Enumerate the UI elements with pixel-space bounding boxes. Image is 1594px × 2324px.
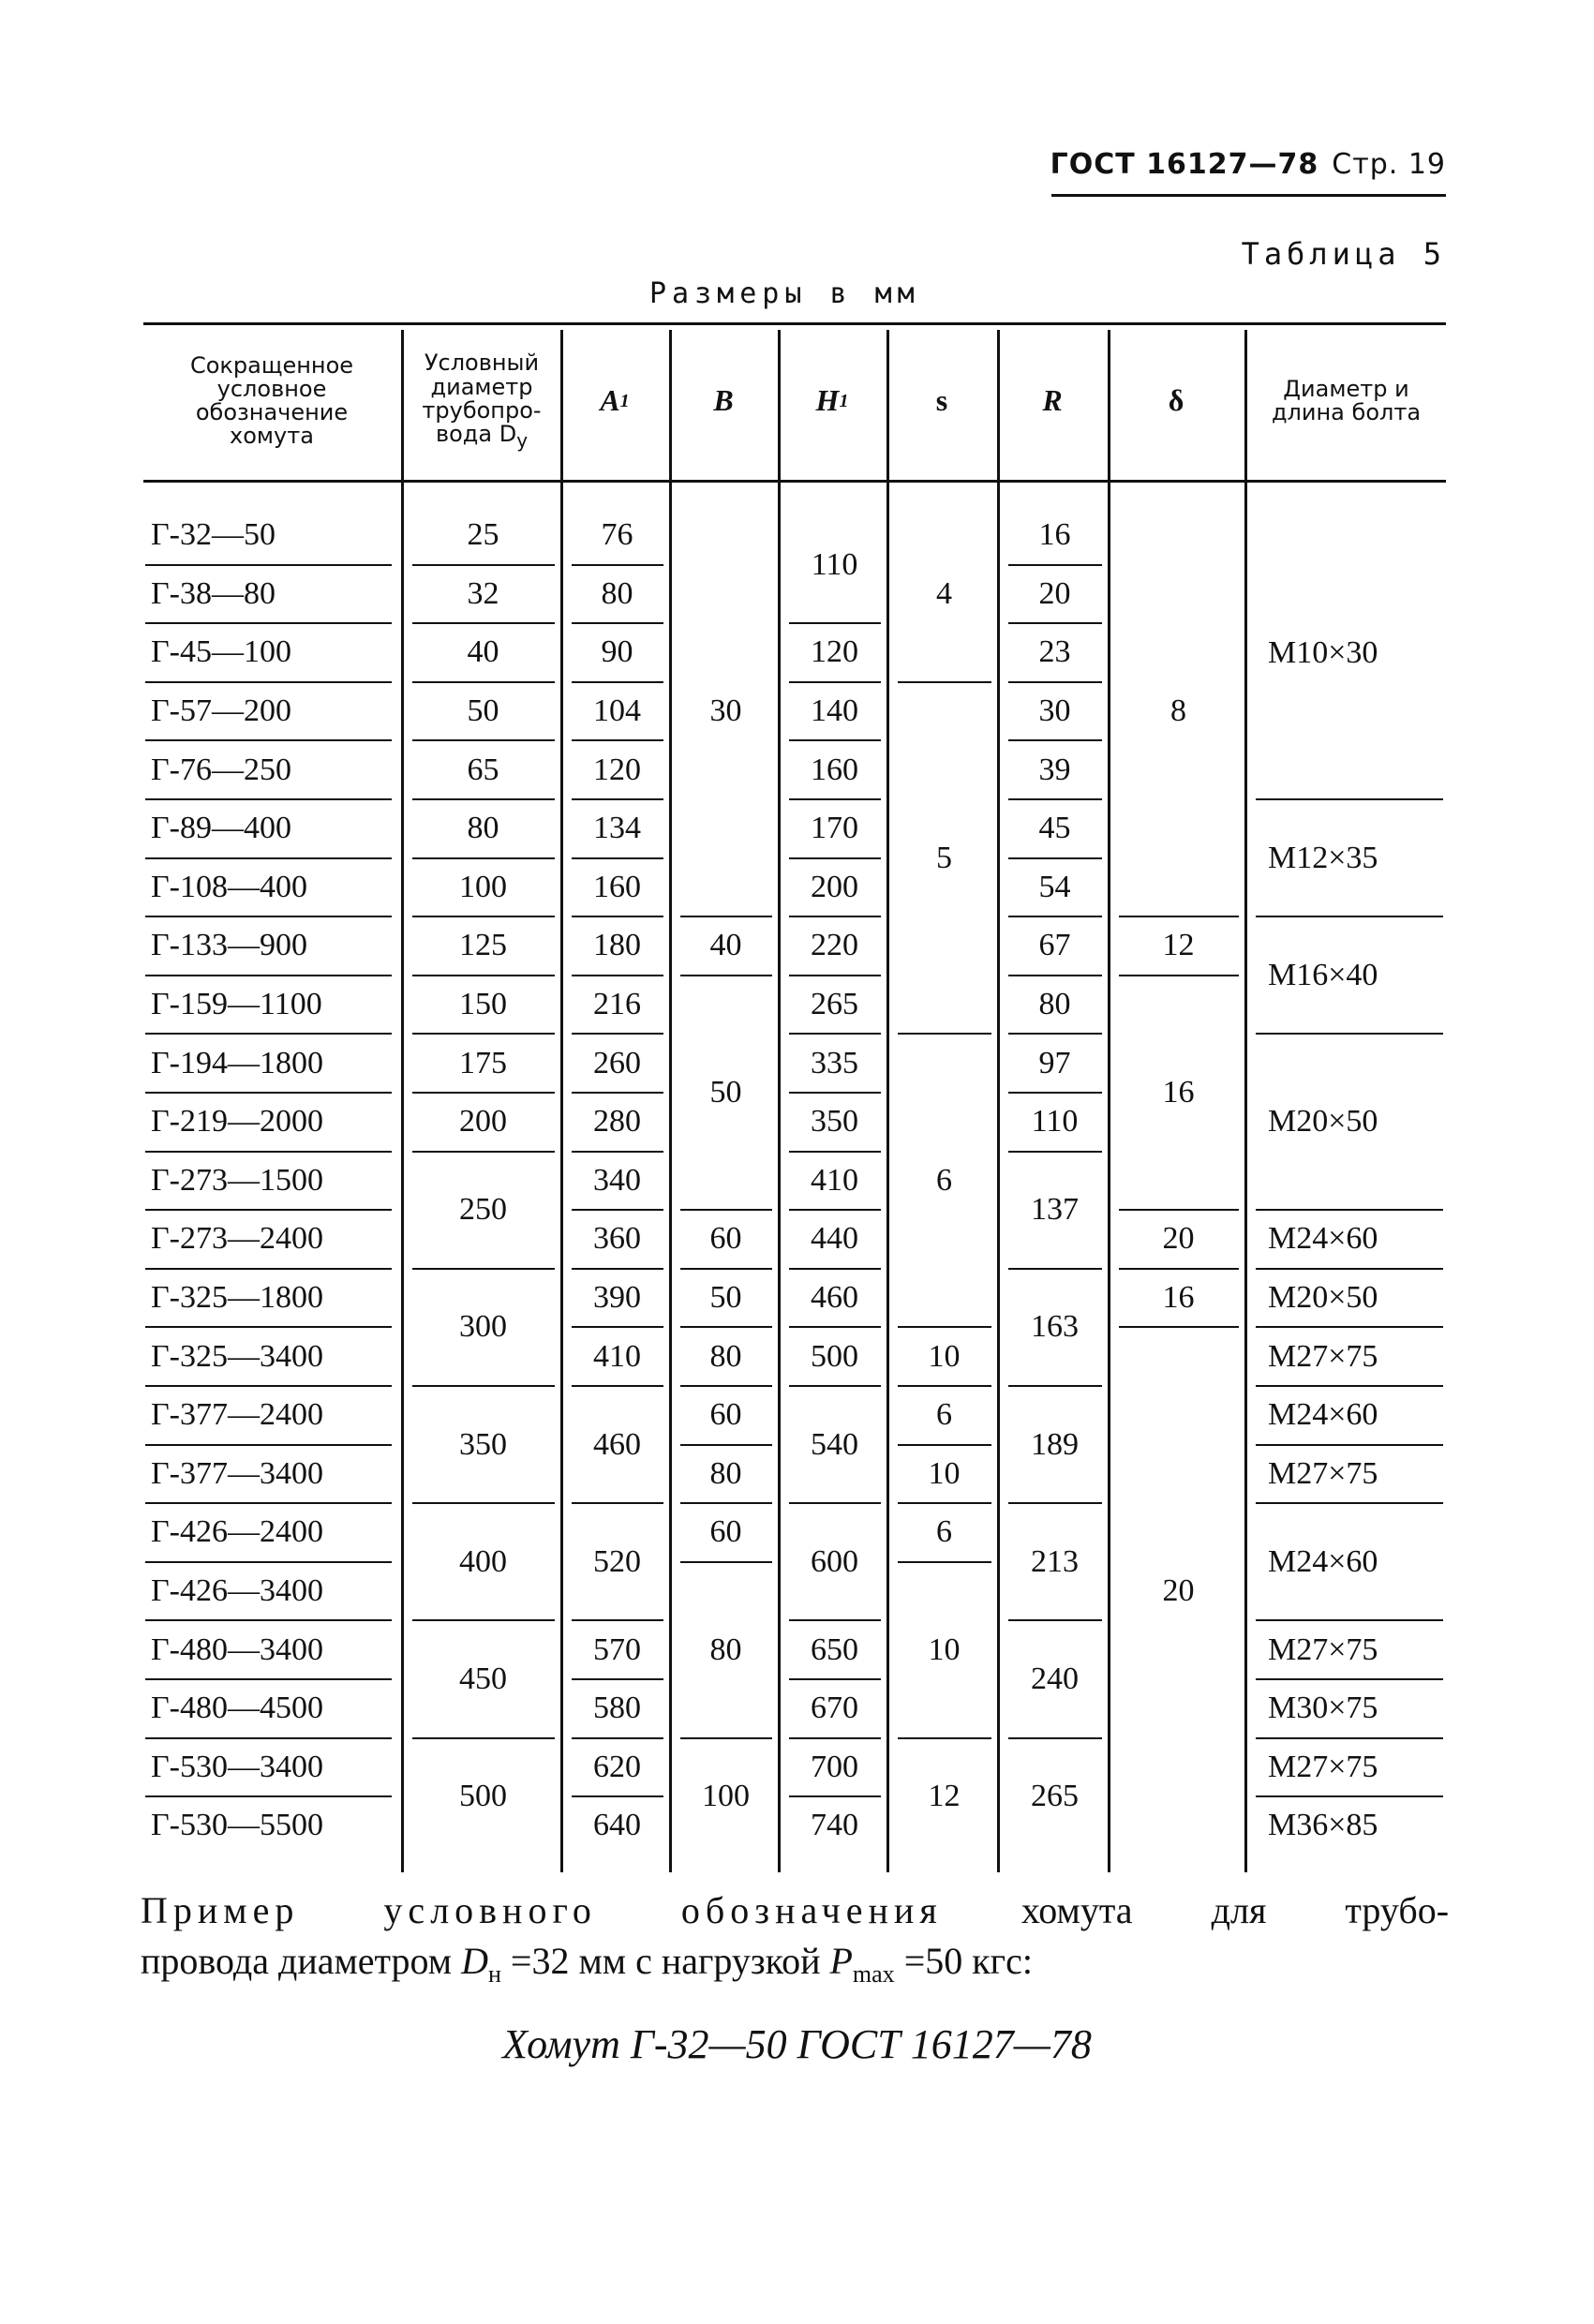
h1-cell: 200 bbox=[811, 869, 858, 904]
delta-cell: 20 bbox=[1162, 1573, 1195, 1609]
designation-cell: Г-57—200 bbox=[151, 693, 291, 729]
bolt-cell: M27×75 bbox=[1268, 1455, 1378, 1491]
units-note: Размеры в мм bbox=[649, 277, 920, 310]
b-cell: 80 bbox=[709, 1631, 742, 1667]
h1-cell: 170 bbox=[811, 811, 858, 846]
header-designation bbox=[145, 349, 398, 454]
a1-cell: 104 bbox=[593, 693, 641, 729]
h1-cell: 220 bbox=[811, 928, 858, 963]
header-nominal-diameter bbox=[403, 349, 560, 454]
load-subscript: max bbox=[852, 1960, 895, 1988]
header-r-symbol: R bbox=[1042, 383, 1063, 418]
r-cell: 45 bbox=[1038, 811, 1071, 846]
s-cell: 10 bbox=[928, 1455, 961, 1491]
bolt-cell: M27×75 bbox=[1268, 1631, 1378, 1667]
column-divider bbox=[560, 330, 563, 1872]
header-dn-line bbox=[422, 420, 541, 452]
h1-cell: 440 bbox=[811, 1221, 858, 1257]
b-cell: 60 bbox=[709, 1514, 742, 1550]
s-cell: 6 bbox=[936, 1514, 952, 1550]
h1-cell: 500 bbox=[811, 1338, 858, 1374]
a1-cell: 390 bbox=[593, 1280, 641, 1316]
r-cell: 30 bbox=[1038, 693, 1071, 729]
bolt-cell: M20×50 bbox=[1268, 1280, 1378, 1316]
h1-cell: 335 bbox=[811, 1045, 858, 1080]
dn-cell: 80 bbox=[467, 811, 499, 846]
designation-cell: Г-480—3400 bbox=[151, 1631, 323, 1667]
dn-cell: 500 bbox=[459, 1779, 507, 1814]
dn-cell: 300 bbox=[459, 1309, 507, 1345]
designation-cell: Г-377—2400 bbox=[151, 1397, 323, 1433]
dn-cell: 125 bbox=[459, 928, 507, 963]
dn-cell: 200 bbox=[459, 1104, 507, 1140]
a1-cell: 410 bbox=[593, 1338, 641, 1374]
b-cell: 30 bbox=[709, 693, 742, 729]
header-dn-line: Условный bbox=[424, 350, 540, 377]
r-cell: 16 bbox=[1038, 517, 1071, 553]
h1-cell: 410 bbox=[811, 1162, 858, 1198]
dn-cell: 50 bbox=[467, 693, 499, 729]
header-delta-symbol: δ bbox=[1168, 383, 1184, 418]
b-cell: 60 bbox=[709, 1221, 742, 1257]
column-divider bbox=[997, 330, 1000, 1872]
example-line-2 bbox=[141, 1936, 1449, 2000]
column-divider bbox=[1244, 330, 1247, 1872]
designation-cell: Г-480—4500 bbox=[151, 1691, 323, 1726]
designation-cell: Г-32—50 bbox=[151, 517, 276, 553]
r-cell: 240 bbox=[1031, 1661, 1079, 1696]
dn-cell: 150 bbox=[459, 987, 507, 1022]
header-dn-line: диаметр bbox=[430, 373, 533, 400]
example-text: =50 кгс: bbox=[903, 1940, 1033, 1982]
header-h1-subscript: 1 bbox=[839, 390, 849, 411]
h1-cell: 650 bbox=[811, 1631, 858, 1667]
header-r bbox=[999, 349, 1106, 454]
designation-cell: Г-273—2400 bbox=[151, 1221, 323, 1257]
h1-cell: 350 bbox=[811, 1104, 858, 1140]
h1-cell: 670 bbox=[811, 1691, 858, 1726]
delta-cell: 20 bbox=[1162, 1221, 1195, 1257]
header-rule bbox=[1051, 194, 1446, 197]
designation-cell: Г-426—2400 bbox=[151, 1514, 323, 1550]
r-cell: 110 bbox=[1031, 1104, 1079, 1140]
delta-cell: 8 bbox=[1170, 693, 1186, 729]
r-cell: 137 bbox=[1031, 1192, 1079, 1228]
header-designation-line: условное bbox=[216, 375, 327, 402]
a1-cell: 80 bbox=[601, 575, 633, 611]
column-divider bbox=[1108, 330, 1110, 1872]
column-divider bbox=[886, 330, 889, 1872]
delta-cell: 16 bbox=[1162, 1280, 1195, 1316]
header-s-symbol: s bbox=[935, 383, 948, 418]
column-divider bbox=[669, 330, 672, 1872]
outer-diameter-symbol: D bbox=[461, 1940, 488, 1982]
a1-cell: 120 bbox=[593, 752, 641, 787]
b-cell: 100 bbox=[702, 1779, 750, 1814]
a1-cell: 360 bbox=[593, 1221, 641, 1257]
h1-cell: 140 bbox=[811, 693, 858, 729]
a1-cell: 160 bbox=[593, 869, 641, 904]
bolt-cell: M24×60 bbox=[1268, 1543, 1378, 1579]
r-cell: 67 bbox=[1038, 928, 1071, 963]
designation-cell: Г-76—250 bbox=[151, 752, 291, 787]
h1-cell: 740 bbox=[811, 1808, 858, 1843]
header-designation-line: Сокращенное bbox=[189, 351, 354, 379]
page-number: Стр. 19 bbox=[1332, 148, 1446, 181]
header-bolt-line: длина болта bbox=[1271, 399, 1422, 425]
a1-cell: 216 bbox=[593, 987, 641, 1022]
r-cell: 54 bbox=[1038, 869, 1071, 904]
a1-cell: 134 bbox=[593, 811, 641, 846]
bolt-cell: M12×35 bbox=[1268, 840, 1378, 875]
column-divider bbox=[401, 330, 404, 1872]
designation-cell: Г-377—3400 bbox=[151, 1455, 323, 1491]
dn-cell: 400 bbox=[459, 1543, 507, 1579]
designation-cell: Г-426—3400 bbox=[151, 1573, 323, 1609]
header-s bbox=[888, 349, 995, 454]
table-header-rule bbox=[143, 480, 1446, 483]
header-a1-subscript: 1 bbox=[619, 390, 630, 411]
header-b bbox=[671, 349, 776, 454]
header-dn-subscript: у bbox=[516, 428, 529, 452]
s-cell: 5 bbox=[936, 840, 952, 875]
bolt-cell: M36×85 bbox=[1268, 1808, 1378, 1843]
s-cell: 6 bbox=[936, 1397, 952, 1433]
designation-cell: Г-38—80 bbox=[151, 575, 276, 611]
h1-cell: 700 bbox=[811, 1749, 858, 1784]
dn-cell: 250 bbox=[459, 1192, 507, 1228]
a1-cell: 580 bbox=[593, 1691, 641, 1726]
header-bolt-line: Диаметр и bbox=[1283, 375, 1409, 402]
table-top-rule bbox=[143, 322, 1446, 325]
header-bolt bbox=[1246, 349, 1446, 454]
r-cell: 20 bbox=[1038, 575, 1071, 611]
column-divider bbox=[778, 330, 781, 1872]
bolt-cell: M20×50 bbox=[1268, 1104, 1378, 1140]
designation-cell: Г-273—1500 bbox=[151, 1162, 323, 1198]
h1-cell: 110 bbox=[811, 546, 858, 582]
example-text: хомута для трубо- bbox=[1020, 1889, 1450, 1931]
example-text: провода диаметром bbox=[141, 1940, 453, 1982]
h1-cell: 160 bbox=[811, 752, 858, 787]
outer-diameter-subscript: н bbox=[487, 1960, 501, 1988]
s-cell: 10 bbox=[928, 1631, 961, 1667]
r-cell: 80 bbox=[1038, 987, 1071, 1022]
designation-cell: Г-159—1100 bbox=[151, 987, 322, 1022]
dn-cell: 25 bbox=[467, 517, 499, 553]
designation-cell: Г-45—100 bbox=[151, 634, 291, 670]
example-line-1 bbox=[141, 1885, 1449, 1936]
r-cell: 265 bbox=[1031, 1779, 1079, 1814]
bolt-cell: M16×40 bbox=[1268, 957, 1378, 992]
standard-number: ГОСТ 16127—78 bbox=[1050, 148, 1319, 181]
h1-cell: 540 bbox=[811, 1426, 858, 1462]
header-designation-line: хомута bbox=[230, 423, 314, 450]
b-cell: 80 bbox=[709, 1338, 742, 1374]
a1-cell: 570 bbox=[593, 1631, 641, 1667]
a1-cell: 90 bbox=[601, 634, 633, 670]
bolt-cell: M24×60 bbox=[1268, 1221, 1378, 1257]
delta-cell: 16 bbox=[1162, 1074, 1195, 1110]
bolt-cell: M30×75 bbox=[1268, 1691, 1378, 1726]
dn-cell: 65 bbox=[467, 752, 499, 787]
header-designation-line: обозначение bbox=[195, 399, 349, 425]
bolt-cell: M24×60 bbox=[1268, 1397, 1378, 1433]
h1-cell: 120 bbox=[811, 634, 858, 670]
header-delta bbox=[1110, 349, 1243, 454]
load-symbol: P bbox=[829, 1940, 853, 1982]
page-header bbox=[1050, 148, 1446, 181]
designation-cell: Г-325—1800 bbox=[151, 1280, 323, 1316]
header-h1-symbol: H bbox=[815, 383, 840, 418]
r-cell: 23 bbox=[1038, 634, 1071, 670]
r-cell: 213 bbox=[1031, 1543, 1079, 1579]
a1-cell: 76 bbox=[601, 517, 633, 553]
designation-cell: Г-219—2000 bbox=[151, 1104, 323, 1140]
h1-cell: 265 bbox=[811, 987, 858, 1022]
designation-cell: Г-133—900 bbox=[151, 928, 307, 963]
b-cell: 50 bbox=[709, 1280, 742, 1316]
a1-cell: 180 bbox=[593, 928, 641, 963]
b-cell: 60 bbox=[709, 1397, 742, 1433]
designation-cell: Г-108—400 bbox=[151, 869, 307, 904]
a1-cell: 280 bbox=[593, 1104, 641, 1140]
b-cell: 50 bbox=[709, 1074, 742, 1110]
r-cell: 163 bbox=[1031, 1309, 1079, 1345]
designation-cell: Г-194—1800 bbox=[151, 1045, 323, 1080]
h1-cell: 460 bbox=[811, 1280, 858, 1316]
dn-cell: 100 bbox=[459, 869, 507, 904]
r-cell: 39 bbox=[1038, 752, 1071, 787]
a1-cell: 640 bbox=[593, 1808, 641, 1843]
a1-cell: 520 bbox=[593, 1543, 641, 1579]
b-cell: 40 bbox=[709, 928, 742, 963]
a1-cell: 460 bbox=[593, 1426, 641, 1462]
header-b-symbol: B bbox=[713, 383, 734, 418]
delta-cell: 12 bbox=[1162, 928, 1195, 963]
s-cell: 12 bbox=[928, 1779, 961, 1814]
a1-cell: 260 bbox=[593, 1045, 641, 1080]
designation-cell: Г-89—400 bbox=[151, 811, 291, 846]
dn-cell: 40 bbox=[467, 634, 499, 670]
example-designation: Хомут Г-32—50 ГОСТ 16127—78 bbox=[502, 2021, 1092, 2067]
example-text: =32 мм с нагрузкой bbox=[510, 1940, 821, 1982]
s-cell: 10 bbox=[928, 1338, 961, 1374]
header-dn-symbol: вода D bbox=[435, 420, 517, 447]
h1-cell: 600 bbox=[811, 1543, 858, 1579]
header-dn-line: трубопро- bbox=[422, 396, 542, 424]
s-cell: 4 bbox=[936, 575, 952, 611]
bolt-cell: M10×30 bbox=[1268, 634, 1378, 670]
dn-cell: 175 bbox=[459, 1045, 507, 1080]
r-cell: 97 bbox=[1038, 1045, 1071, 1080]
header-a1 bbox=[562, 349, 667, 454]
r-cell: 189 bbox=[1031, 1426, 1079, 1462]
s-cell: 6 bbox=[936, 1162, 952, 1198]
a1-cell: 340 bbox=[593, 1162, 641, 1198]
bolt-cell: M27×75 bbox=[1268, 1749, 1378, 1784]
header-a1-symbol: A bbox=[600, 383, 620, 418]
example-spaced-text: Пример условного обозначения bbox=[141, 1889, 943, 1931]
b-cell: 80 bbox=[709, 1455, 742, 1491]
dn-cell: 350 bbox=[459, 1426, 507, 1462]
header-h1 bbox=[780, 349, 885, 454]
dn-cell: 450 bbox=[459, 1661, 507, 1696]
table-title: Таблица 5 bbox=[1241, 236, 1446, 272]
designation-cell: Г-325—3400 bbox=[151, 1338, 323, 1374]
bolt-cell: M27×75 bbox=[1268, 1338, 1378, 1374]
a1-cell: 620 bbox=[593, 1749, 641, 1784]
designation-cell: Г-530—3400 bbox=[151, 1749, 323, 1784]
dn-cell: 32 bbox=[467, 575, 499, 611]
designation-cell: Г-530—5500 bbox=[151, 1808, 323, 1843]
